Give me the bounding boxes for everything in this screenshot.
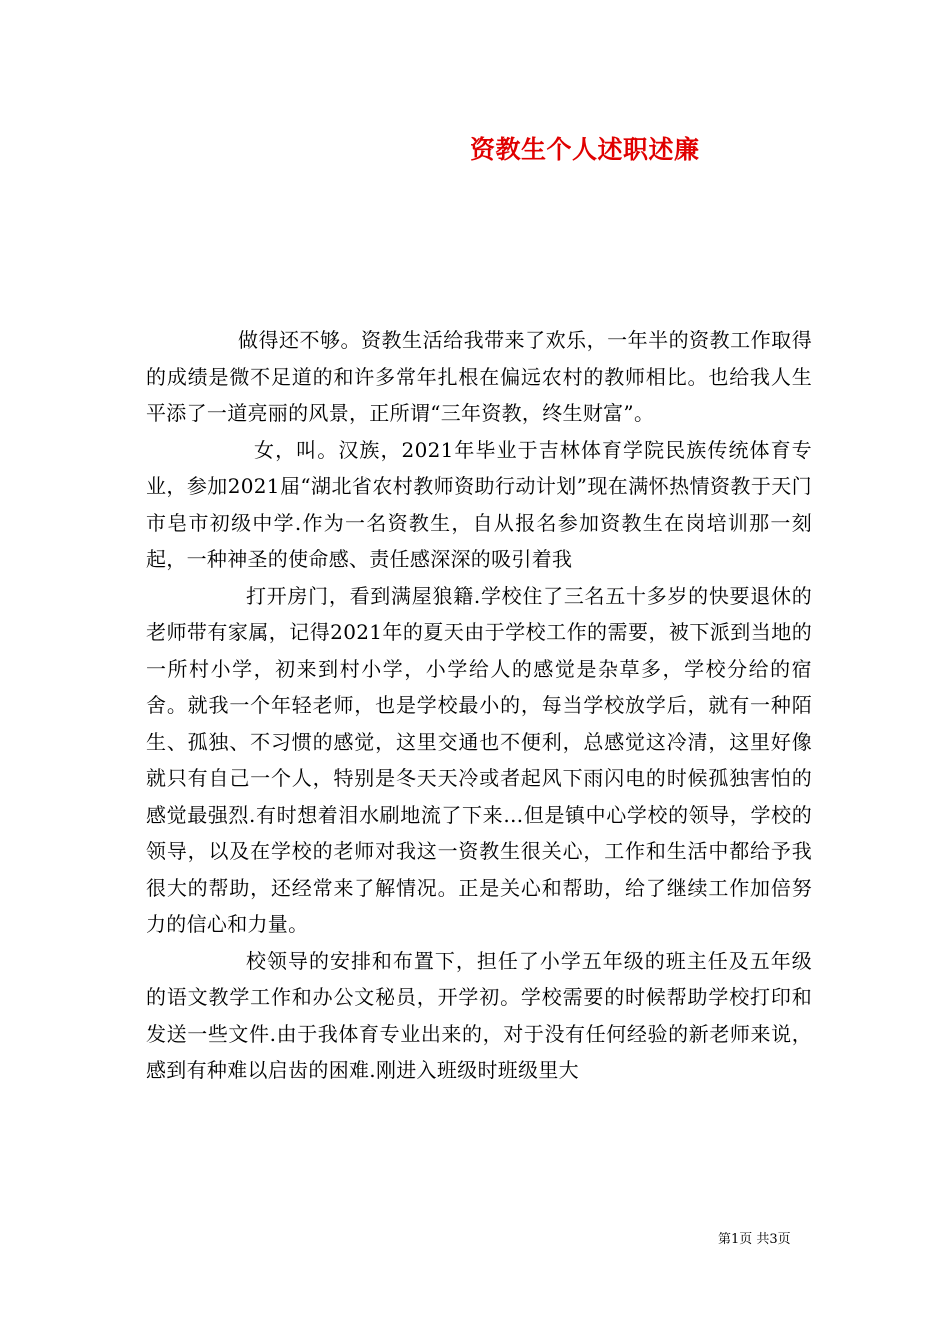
page-number-footer: 第1页 共3页	[718, 1232, 791, 1247]
paragraph-3: 打开房门，看到满屋狼籍.学校住了三名五十多岁的快要退休的老师带有家属，记得2021年的夏天由于学校工作的需要，被下派到当地的一所村小学，初来到村小学，小学给人的感觉是杂草多，学校分给的宿舍。就我一个年轻老师，也是学校最小的，每当学校放学后，就有一种陌生、孤独、不习惯的感觉，这里交通也不便利，总感觉这冷清，这里好像就只有自己一个人，特别是冬天天冷或者起风下雨闪电的时候孤独害怕的感觉最强烈.有时想着泪水刷地流了下来…但是镇中心学校的领导，学校的领导，以及在学校的老师对我这一资教生很关心，工作和生活中都给予我很大的帮助，还经常来了解情况。正是关心和帮助，给了继续工作加倍努力的信心和力量。	[146, 583, 812, 936]
paragraph-4: 校领导的安排和布置下，担任了小学五年级的班主任及五年级的语文教学工作和办公文秘员，开学初。学校需要的时候帮助学校打印和发送一些文件.由于我体育专业出来的，对于没有任何经验的新老师来说，感到有种难以启齿的困难.刚进入班级时班级里大	[146, 948, 812, 1082]
paragraph-2: 女，叫。汉族，2021年毕业于吉林体育学院民族传统体育专业，参加2021届“湖北省农村教师资助行动计划”现在满怀热情资教于天门市皂市初级中学.作为一名资教生，自从报名参加资教生在岗培训那一刻起，一种神圣的使命感、责任感深深的吸引着我	[146, 437, 812, 571]
document-body	[146, 322, 812, 1089]
paragraph-1: 做得还不够。资教生活给我带来了欢乐，一年半的资教工作取得的成绩是微不足道的和许多常年扎根在偏远农村的教师相比。也给我人生平添了一道亮丽的风景，正所谓“三年资教，终生财富”。	[146, 328, 812, 425]
document-title: 资教生个人述职述廉	[470, 135, 700, 164]
